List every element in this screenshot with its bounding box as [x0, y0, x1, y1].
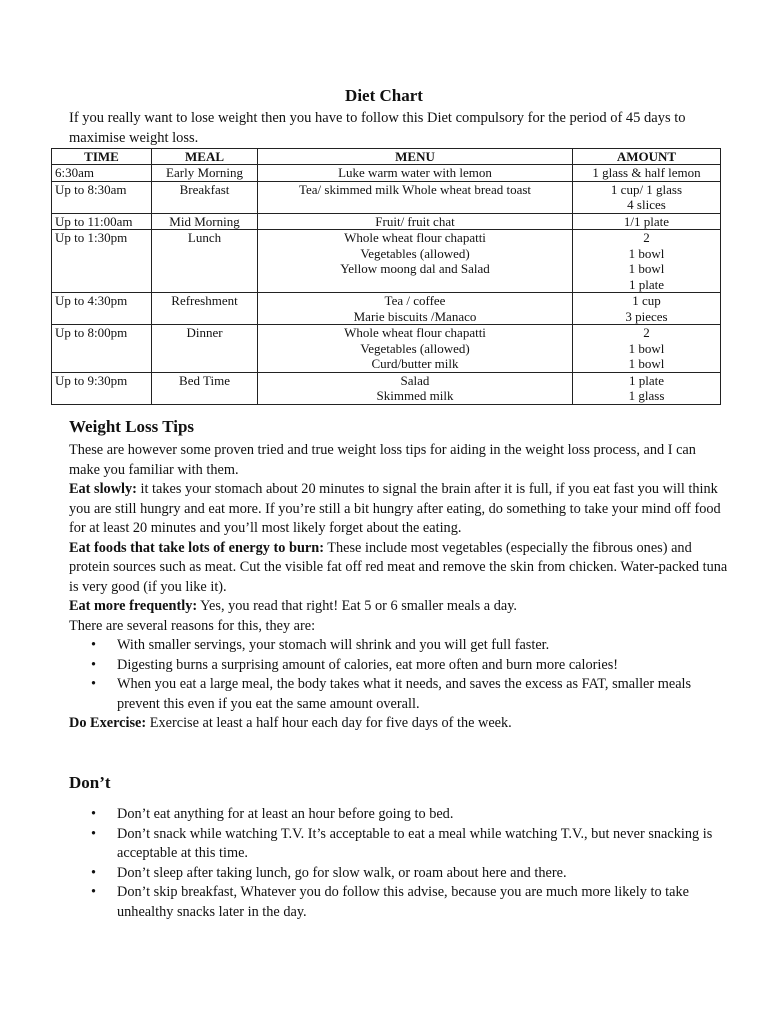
header-meal: MEAL: [152, 149, 258, 165]
cell-amount-line: 1 plate: [628, 372, 664, 388]
header-amount: AMOUNT: [573, 149, 721, 165]
table-row: [52, 372, 721, 404]
donts-heading: Don’t: [69, 773, 111, 792]
tip-exercise: [69, 714, 729, 734]
cell-amount-line: 1/1 plate: [623, 213, 670, 229]
list-item: • Don’t eat anything for at least an hour before going to bed.: [69, 805, 729, 825]
list-item: • With smaller servings, your stomach will shrink and you will get full faster.: [69, 636, 729, 656]
tip-text: Exercise at least a half hour each day for five days of the week.: [146, 715, 512, 731]
cell-amount: [573, 372, 721, 404]
cell-time-line: Up to 1:30pm: [55, 230, 128, 245]
cell-amount-line: 1 bowl: [628, 356, 665, 371]
cell-amount: [573, 181, 721, 213]
cell-amount-line: 1 cup/ 1 glass: [610, 181, 683, 197]
cell-time-line: Up to 4:30pm: [55, 293, 128, 308]
tip-label: Eat foods that take lots of energy to burn:: [69, 539, 324, 556]
cell-amount: [573, 325, 721, 373]
cell-menu: [258, 325, 573, 373]
table-row: [52, 293, 721, 325]
table-body: [52, 165, 721, 405]
cell-menu-line: Curd/butter milk: [371, 356, 459, 371]
cell-meal: [152, 165, 258, 182]
table-row: [52, 181, 721, 213]
cell-amount-line: 3 pieces: [625, 308, 668, 324]
header-time: TIME: [52, 149, 152, 165]
cell-menu: [258, 293, 573, 325]
cell-menu: [258, 181, 573, 213]
tip-eat-slowly: [69, 480, 729, 539]
cell-menu-line: Tea / coffee: [384, 293, 446, 308]
cell-menu: [258, 213, 573, 230]
donts-list: [69, 805, 729, 922]
cell-meal-line: Bed Time: [179, 372, 230, 388]
cell-amount-line: 1 bowl: [628, 261, 665, 276]
cell-meal-line: Refreshment: [171, 293, 238, 308]
tips-heading: Weight Loss Tips: [69, 417, 195, 436]
cell-menu-line: Whole wheat flour chapatti: [344, 325, 486, 340]
cell-time: [52, 181, 152, 213]
cell-meal-line: Dinner: [186, 325, 223, 340]
list-item: • Don’t sleep after taking lunch, go for slow walk, or roam about here and there.: [69, 864, 729, 884]
cell-menu-line: Salad: [400, 372, 430, 388]
diet-chart-table: [51, 148, 721, 405]
list-item: • Don’t snack while watching T.V. It’s acceptable to eat a meal while watching T.V., but never snacking is acceptable at this time.: [69, 825, 729, 864]
list-item: • Don’t skip breakfast, Whatever you do follow this advise, because you are much more likely to take unhealthy snacks later in the day.: [69, 883, 729, 922]
table-row: [52, 325, 721, 373]
cell-meal: [152, 325, 258, 373]
weight-loss-tips-section: [69, 417, 729, 734]
cell-time-line: Up to 9:30pm: [55, 372, 128, 388]
cell-menu: [258, 165, 573, 182]
tip-eat-frequently: [69, 597, 729, 617]
cell-time: [52, 213, 152, 230]
list-item: • When you eat a large meal, the body takes what it needs, and saves the excess as FAT, smaller meals prevent this even if you eat the same amount overall.: [69, 675, 729, 714]
cell-time: [52, 230, 152, 293]
cell-menu-line: Tea/ skimmed milk Whole wheat bread toast: [298, 181, 532, 197]
cell-menu-line: Fruit/ fruit chat: [375, 213, 455, 229]
cell-time: [52, 165, 152, 182]
cell-meal: [152, 230, 258, 293]
cell-amount: [573, 230, 721, 293]
cell-amount: [573, 165, 721, 182]
cell-amount-line: 1 glass & half lemon: [592, 165, 701, 180]
tip-label: Eat more frequently:: [69, 598, 198, 614]
tips-intro: These are however some proven tried and true weight loss tips for aiding in the weight loss process, and I can make you familiar with them.: [69, 442, 696, 478]
tip-label: Eat slowly:: [69, 481, 137, 497]
cell-menu-line: Luke warm water with lemon: [338, 165, 492, 180]
page-title: Diet Chart: [345, 86, 423, 105]
cell-amount-line: 1 bowl: [628, 340, 665, 356]
header-menu: MENU: [258, 149, 573, 165]
cell-menu: [258, 230, 573, 293]
cell-meal-line: Mid Morning: [169, 213, 240, 229]
cell-amount-line: 2: [643, 325, 650, 340]
cell-time: [52, 293, 152, 325]
cell-amount-line: 1 glass: [628, 388, 665, 403]
tip-text: Yes, you read that right! Eat 5 or 6 smaller meals a day.: [197, 598, 518, 614]
cell-amount: [573, 293, 721, 325]
tip-label: Do Exercise:: [69, 715, 147, 731]
cell-amount-line: 1 bowl: [628, 245, 665, 261]
reasons-list: [69, 636, 729, 714]
cell-menu-line: Yellow moong dal and Salad: [340, 261, 490, 276]
cell-meal: [152, 293, 258, 325]
cell-menu-line: Skimmed milk: [376, 388, 454, 403]
cell-amount-line: 2: [643, 230, 650, 245]
cell-amount-line: 1 cup: [632, 293, 661, 308]
table-row: [52, 165, 721, 182]
cell-amount-line: 4 slices: [627, 197, 666, 212]
cell-menu-line: Whole wheat flour chapatti: [344, 230, 486, 245]
tip-text: it takes your stomach about 20 minutes to signal the brain after it is full, if you eat fast you will think you are still hungry and eat more. If you’re still a bit hungry after eating, do something to take your mind off food for at least 20 minutes and you’ll most likely forget about the eating.: [69, 481, 721, 536]
cell-amount-line: 1 plate: [628, 276, 664, 292]
cell-meal: [152, 181, 258, 213]
cell-time-line: Up to 11:00am: [55, 213, 133, 229]
cell-time-line: Up to 8:00pm: [55, 325, 128, 340]
cell-time: [52, 325, 152, 373]
cell-meal: [152, 372, 258, 404]
cell-meal-line: Breakfast: [179, 181, 230, 197]
cell-time: [52, 372, 152, 404]
table-row: [52, 230, 721, 293]
cell-time-line: 6:30am: [55, 165, 94, 180]
cell-amount: [573, 213, 721, 230]
cell-menu-line: Marie biscuits /Manaco: [353, 308, 477, 324]
tip-energy-foods: [69, 539, 729, 598]
cell-menu: [258, 372, 573, 404]
table-row: [52, 213, 721, 230]
cell-meal-line: Early Morning: [166, 165, 243, 180]
list-item: • Digesting burns a surprising amount of calories, eat more often and burn more calories!: [69, 656, 729, 676]
tip-text: These include most vegetables (especially the fibrous ones) and protein sources such as meat. Cut the visible fat off red meat and remove the skin from chicken. Water-packed tuna is very good (if you like it).: [69, 539, 728, 595]
cell-meal: [152, 213, 258, 230]
cell-menu-line: Vegetables (allowed): [360, 340, 470, 356]
intro-paragraph: If you really want to lose weight then you have to follow this Diet compulsory for the period of 45 days to maximise weight loss.: [69, 110, 686, 146]
table-header-row: [52, 149, 721, 165]
cell-meal-line: Lunch: [187, 230, 222, 245]
donts-section: [69, 773, 729, 922]
cell-time-line: Up to 8:30am: [55, 181, 127, 197]
reasons-intro: There are several reasons for this, they are:: [69, 617, 316, 634]
cell-menu-line: Vegetables (allowed): [360, 245, 470, 261]
